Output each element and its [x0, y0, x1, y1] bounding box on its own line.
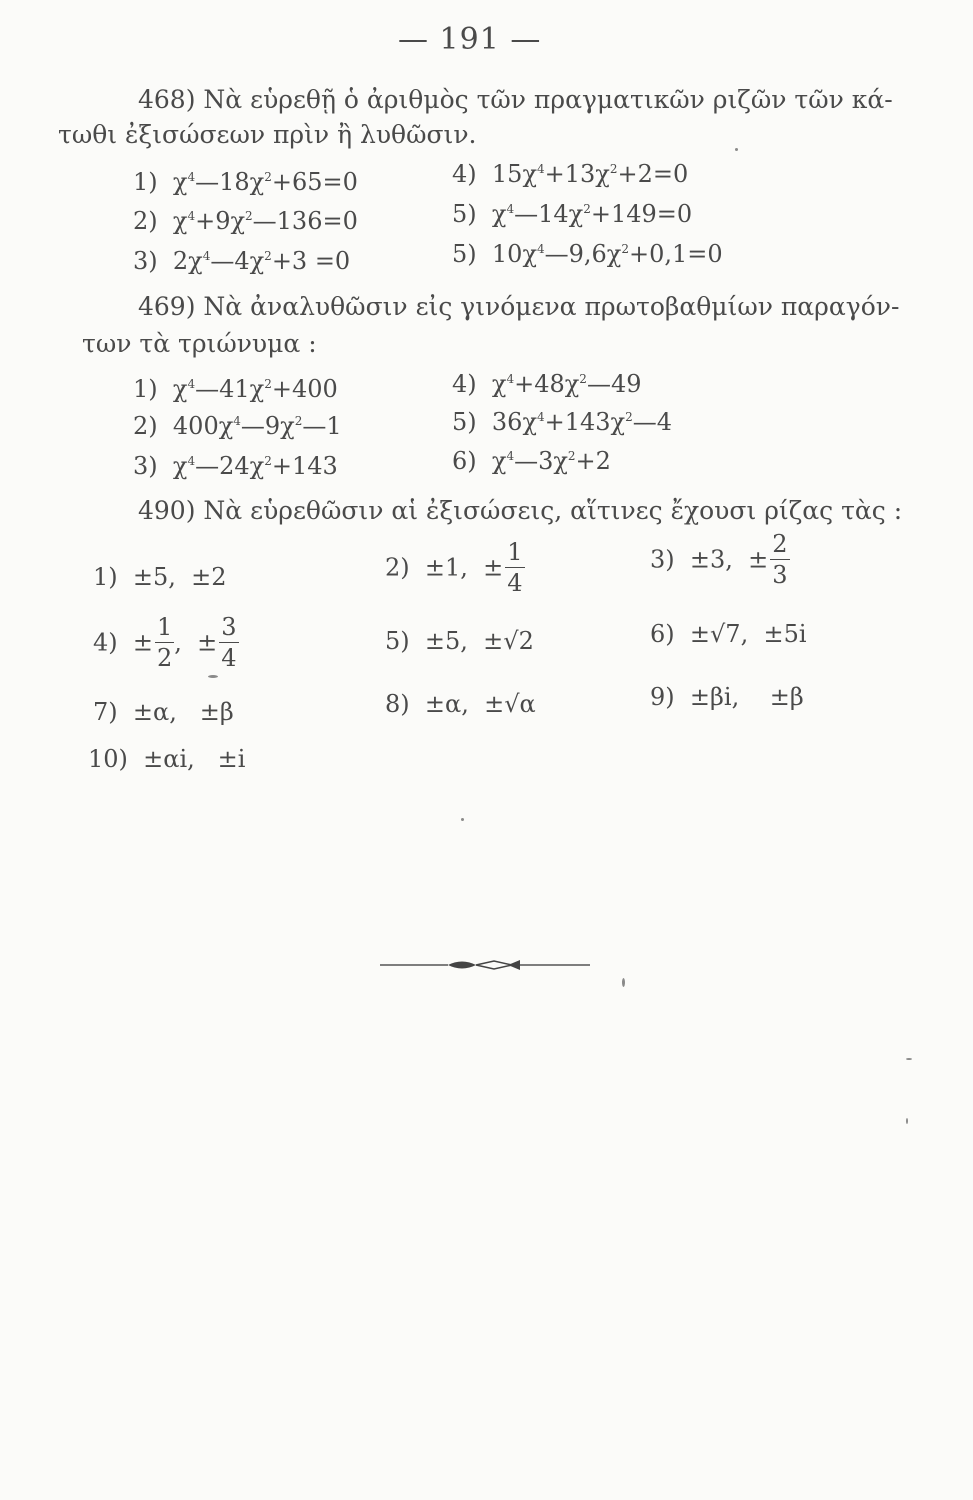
- exponent: 2: [609, 162, 618, 176]
- roots-item-9: [650, 683, 804, 711]
- scan-speck: [622, 978, 625, 987]
- exponent: 4: [506, 202, 515, 216]
- fraction: [155, 615, 174, 670]
- fraction-denominator: 4: [221, 644, 237, 672]
- term: +65=0: [271, 168, 358, 196]
- term: +0,1=0: [629, 240, 723, 268]
- item-number: 4): [452, 160, 477, 188]
- item-number: 3): [133, 247, 158, 275]
- term: —9,6χ: [544, 240, 622, 268]
- roots-value: ±5, ±√2: [424, 627, 534, 655]
- eq-468-6: [452, 240, 723, 268]
- fraction-numerator: 1: [507, 538, 523, 566]
- term: 10χ: [491, 240, 537, 268]
- term: 400χ: [172, 412, 234, 440]
- term: —4χ: [210, 247, 265, 275]
- roots-item-7: [93, 698, 234, 726]
- exponent: 2: [264, 249, 272, 263]
- item-number: 5): [452, 240, 477, 268]
- term: +2=0: [617, 160, 689, 188]
- item-number: 4): [93, 628, 118, 657]
- roots-item-3: [650, 532, 790, 587]
- term: +143: [271, 452, 338, 480]
- eq-469-1: [133, 375, 338, 403]
- term: +9χ: [195, 207, 246, 235]
- term: —3χ: [514, 447, 568, 475]
- item-number: 4): [452, 370, 477, 398]
- exponent: 2: [294, 414, 303, 428]
- eq-469-4: [452, 370, 641, 398]
- item-number: 1): [133, 168, 158, 196]
- term: +13χ: [544, 160, 610, 188]
- term: 2χ: [172, 247, 203, 275]
- term: +143χ: [544, 408, 626, 436]
- scan-speck: [906, 1058, 912, 1060]
- fraction: [770, 532, 789, 587]
- term: —14χ: [514, 200, 584, 228]
- item-number: 5): [452, 200, 477, 228]
- term: —4: [632, 408, 673, 436]
- exponent: 2: [264, 454, 272, 468]
- term: —9χ: [240, 412, 295, 440]
- term: χ: [172, 375, 188, 403]
- roots-value: ±α, ±β: [132, 698, 234, 726]
- item-number: 2): [385, 553, 410, 582]
- roots-item-2: [385, 540, 525, 595]
- item-number: 6): [452, 447, 477, 475]
- fraction-numerator: 2: [772, 530, 788, 558]
- exponent: 4: [187, 209, 196, 223]
- roots-item-10: [88, 745, 245, 773]
- eq-468-4: [452, 160, 688, 188]
- roots-value: ±3, ±: [689, 545, 769, 574]
- exponent: 2: [625, 410, 633, 424]
- roots-value: ±√7, ±5i: [689, 620, 807, 648]
- roots-value: , ±: [174, 628, 218, 657]
- exponent: 2: [579, 372, 587, 386]
- item-number: 7): [93, 698, 118, 726]
- term: —18χ: [195, 168, 265, 196]
- roots-item-6: [650, 620, 807, 648]
- exponent: 2: [621, 242, 629, 256]
- exponent: 4: [537, 162, 545, 176]
- fraction-denominator: 3: [772, 561, 788, 589]
- exponent: 2: [245, 209, 253, 223]
- term: +48χ: [514, 370, 580, 398]
- item-number: 1): [133, 375, 158, 403]
- roots-item-8: [385, 690, 536, 718]
- roots-value: ±βi, ±β: [689, 683, 804, 711]
- roots-value: ±1, ±: [424, 553, 504, 582]
- exponent: 4: [202, 249, 211, 263]
- term: χ: [172, 207, 188, 235]
- exponent: 2: [583, 202, 591, 216]
- fraction: [505, 540, 524, 595]
- exponent: 4: [187, 170, 196, 184]
- item-number: 5): [452, 408, 477, 436]
- exponent: 4: [187, 454, 196, 468]
- fraction-numerator: 1: [157, 613, 173, 641]
- term: —49: [586, 370, 642, 398]
- eq-469-6: [452, 447, 611, 475]
- roots-value: ±: [132, 628, 154, 657]
- roots-value: ±5, ±2: [132, 563, 227, 591]
- exponent: 4: [233, 414, 241, 428]
- scan-speck: [461, 818, 464, 821]
- fraction: [219, 615, 238, 670]
- term: +400: [271, 375, 338, 403]
- term: χ: [491, 200, 507, 228]
- eq-468-1: [133, 168, 358, 196]
- fraction-numerator: 3: [221, 613, 237, 641]
- roots-value: ±α, ±√α: [424, 690, 536, 718]
- item-number: 2): [133, 207, 158, 235]
- term: χ: [172, 168, 188, 196]
- exponent: 4: [506, 449, 515, 463]
- exponent: 2: [567, 449, 576, 463]
- fraction-denominator: 2: [157, 644, 173, 672]
- eq-468-5: [452, 200, 692, 228]
- eq-469-2: [133, 412, 342, 440]
- term: χ: [491, 447, 507, 475]
- roots-item-5: [385, 627, 534, 655]
- item-number: 8): [385, 690, 410, 718]
- term: —41χ: [195, 375, 265, 403]
- scan-speck: [208, 675, 218, 678]
- term: +3 =0: [271, 247, 351, 275]
- item-number: 10): [88, 745, 128, 773]
- problem-468-line2: τωθι ἐξισώσεων πρὶν ἢ λυθῶσιν.: [58, 120, 477, 149]
- exponent: 2: [264, 170, 272, 184]
- exponent: 4: [187, 377, 196, 391]
- term: χ: [172, 452, 188, 480]
- term: —136=0: [252, 207, 358, 235]
- term: +149=0: [590, 200, 693, 228]
- item-number: 3): [133, 452, 158, 480]
- eq-468-2: [133, 207, 358, 235]
- problem-469-line1: 469) Νὰ ἀναλυθῶσιν εἰς γινόμενα πρωτοβαθμίων παραγόν-: [138, 292, 900, 321]
- term: 36χ: [491, 408, 537, 436]
- exponent: 4: [537, 410, 545, 424]
- scan-speck: [735, 148, 738, 151]
- page-number: — 191 —: [398, 22, 542, 57]
- item-number: 3): [650, 545, 675, 574]
- item-number: 6): [650, 620, 675, 648]
- roots-value: ±αi, ±i: [143, 745, 246, 773]
- exponent: 4: [537, 242, 545, 256]
- problem-468-line1: 468) Νὰ εὑρεθῇ ὁ ἀριθμὸς τῶν πραγματικῶν ριζῶν τῶν κά-: [138, 85, 893, 114]
- scan-speck: [906, 1118, 908, 1124]
- term: +2: [575, 447, 611, 475]
- problem-490-line1: 490) Νὰ εὑρεθῶσιν αἱ ἐξισώσεις, αἵτινες ἔχουσι ρίζας τὰς :: [138, 496, 903, 525]
- item-number: 2): [133, 412, 158, 440]
- roots-item-4: [93, 615, 239, 670]
- problem-469-line2: των τὰ τριώνυμα :: [82, 329, 317, 358]
- item-number: 1): [93, 563, 118, 591]
- term: χ: [491, 370, 507, 398]
- roots-item-1: [93, 563, 227, 591]
- end-ornament-divider: [380, 957, 590, 973]
- term: —1: [302, 412, 342, 440]
- item-number: 5): [385, 627, 410, 655]
- fraction-denominator: 4: [507, 569, 523, 597]
- exponent: 4: [506, 372, 515, 386]
- exponent: 2: [264, 377, 272, 391]
- eq-469-3: [133, 452, 338, 480]
- eq-468-3: [133, 247, 350, 275]
- term: 15χ: [491, 160, 537, 188]
- item-number: 9): [650, 683, 675, 711]
- term: —24χ: [195, 452, 265, 480]
- eq-469-5: [452, 408, 672, 436]
